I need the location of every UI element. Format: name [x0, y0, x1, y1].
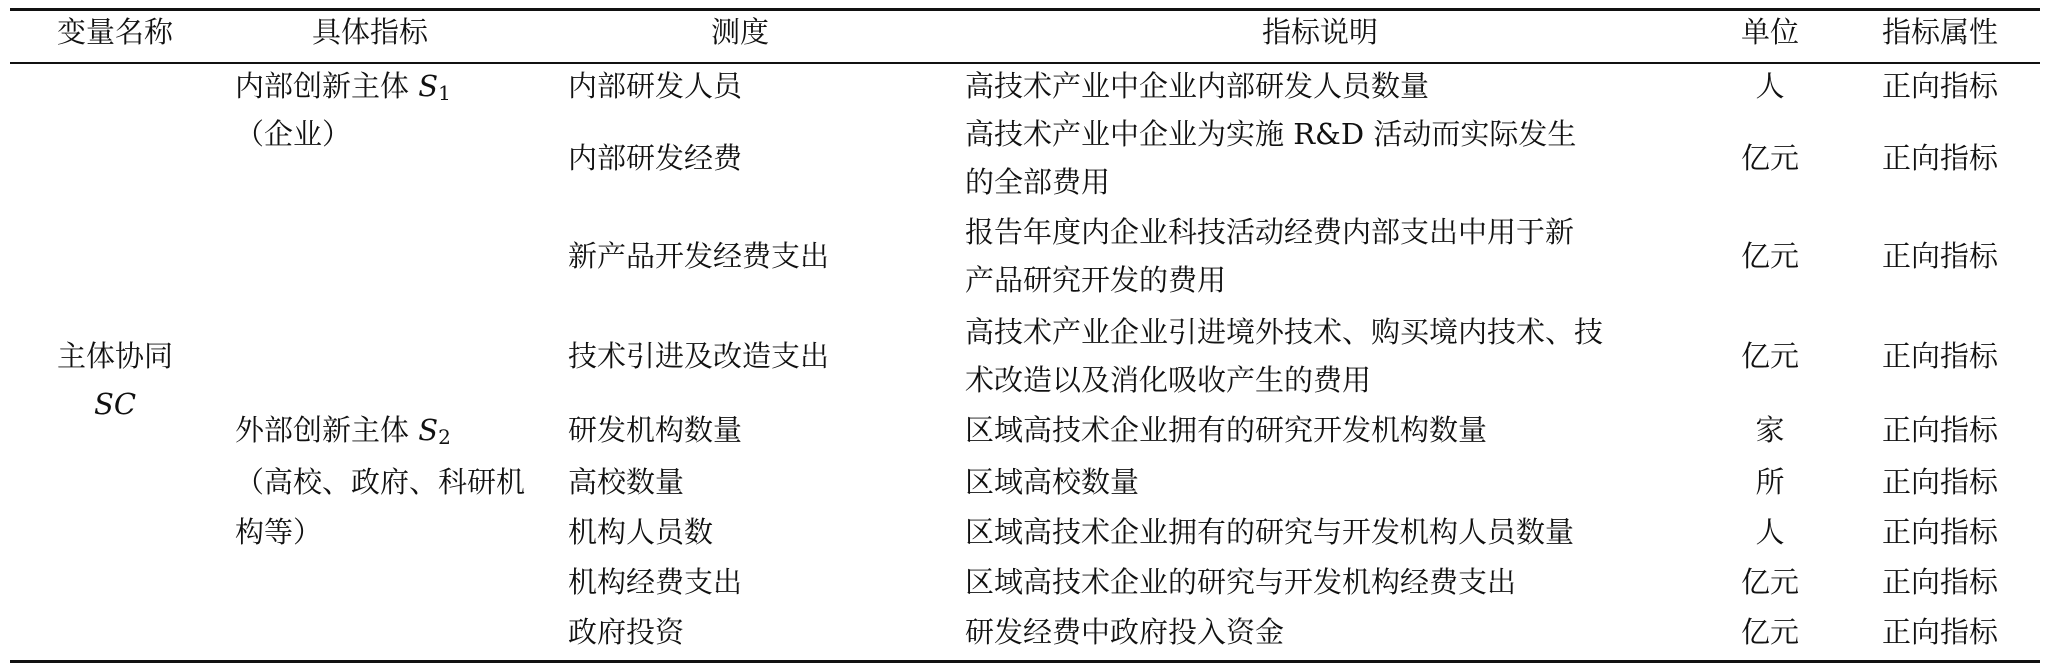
row-measure: 研发机构数量 [568, 413, 743, 447]
row-description-line2: 术改造以及消化吸收产生的费用 [965, 363, 1372, 397]
header-description: 指标说明 [1261, 15, 1378, 49]
row-unit: 人 [1755, 69, 1785, 103]
row-attribute: 正向指标 [1881, 413, 1998, 447]
header-unit: 单位 [1740, 15, 1799, 49]
group-internal-note: （企业） [235, 117, 352, 151]
row-measure: 新产品开发经费支出 [568, 239, 830, 273]
row-description-line2: 的全部费用 [965, 165, 1111, 199]
row-measure: 高校数量 [568, 465, 685, 499]
header-measure: 测度 [710, 15, 769, 49]
row-unit: 家 [1755, 413, 1785, 447]
group-external-label: 外部创新主体 $S_2$ [235, 413, 451, 449]
row-description-line1: 高技术产业中企业为实施 R&D 活动而实际发生 [965, 117, 1577, 151]
row-description: 区域高技术企业的研究与开发机构经费支出 [965, 565, 1517, 599]
header-attribute: 指标属性 [1881, 15, 1998, 49]
row-description-line1: 报告年度内企业科技活动经费内部支出中用于新 [965, 215, 1575, 249]
row-attribute: 正向指标 [1881, 465, 1998, 499]
variable-symbol: SC [93, 387, 137, 421]
variable-name: 主体协同 [56, 339, 173, 373]
row-measure: 机构人员数 [568, 515, 714, 549]
row-unit: 所 [1755, 465, 1785, 499]
row-unit: 亿元 [1740, 141, 1799, 175]
row-measure: 政府投资 [568, 615, 685, 649]
row-attribute: 正向指标 [1881, 339, 1998, 373]
group-external-note-line2: 构等） [235, 515, 323, 549]
row-attribute: 正向指标 [1881, 615, 1998, 649]
row-unit: 亿元 [1740, 565, 1799, 599]
row-description-line1: 高技术产业企业引进境外技术、购买境内技术、技 [965, 315, 1604, 349]
header-indicator: 具体指标 [311, 15, 428, 49]
table-bottom-rule [10, 660, 2040, 663]
row-attribute: 正向指标 [1881, 239, 1998, 273]
row-measure: 技术引进及改造支出 [568, 339, 830, 373]
row-description: 研发经费中政府投入资金 [965, 615, 1285, 649]
row-unit: 亿元 [1740, 239, 1799, 273]
row-description-line2: 产品研究开发的费用 [965, 263, 1227, 297]
group-internal-label: 内部创新主体 $S_1$ [235, 69, 451, 105]
row-unit: 亿元 [1740, 339, 1799, 373]
row-attribute: 正向指标 [1881, 565, 1998, 599]
row-measure: 机构经费支出 [568, 565, 743, 599]
row-attribute: 正向指标 [1881, 69, 1998, 103]
row-unit: 亿元 [1740, 615, 1799, 649]
row-measure: 内部研发经费 [568, 141, 743, 175]
row-attribute: 正向指标 [1881, 515, 1998, 549]
row-description: 区域高技术企业拥有的研究开发机构数量 [965, 413, 1488, 447]
row-attribute: 正向指标 [1881, 141, 1998, 175]
row-unit: 人 [1755, 515, 1785, 549]
row-description: 区域高校数量 [965, 465, 1140, 499]
row-description: 区域高技术企业拥有的研究与开发机构人员数量 [965, 515, 1575, 549]
row-measure: 内部研发人员 [568, 69, 743, 103]
group-external-note-line1: （高校、政府、科研机 [235, 465, 526, 499]
row-description: 高技术产业中企业内部研发人员数量 [965, 69, 1430, 103]
header-var-name: 变量名称 [56, 15, 173, 49]
